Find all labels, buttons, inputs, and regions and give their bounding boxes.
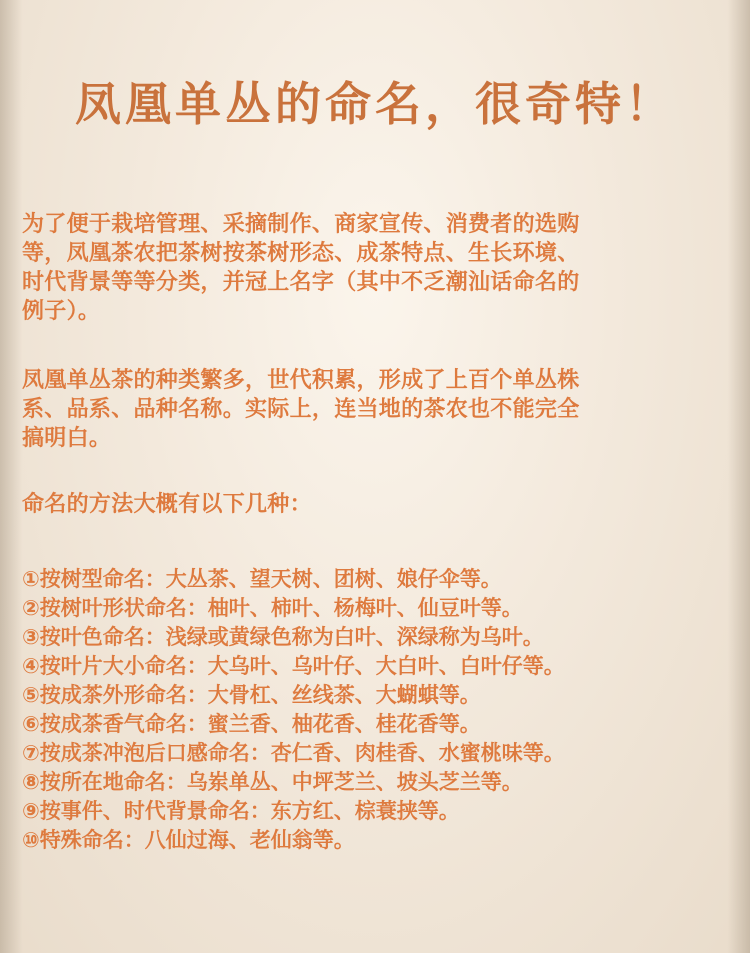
list-item: ⑧按所在地命名：乌岽单丛、中坪芝兰、坡头芝兰等。 — [22, 770, 523, 794]
list-item: ⑩特殊命名：八仙过海、老仙翁等。 — [22, 828, 355, 852]
list-item: ⑨按事件、时代背景命名：东方红、棕蓑挟等。 — [22, 799, 460, 823]
paragraph-line: 系、品系、品种名称。实际上，连当地的茶农也不能完全 — [22, 397, 580, 422]
list-item: ⑦按成茶冲泡后口感命名：杏仁香、肉桂香、水蜜桃味等。 — [22, 741, 565, 765]
paragraph-line: 例子）。 — [22, 299, 101, 324]
paragraph-line: 等，凤凰茶农把茶树按茶树形态、成茶特点、生长环境、 — [22, 241, 580, 266]
list-item: ②按树叶形状命名：柚叶、柿叶、杨梅叶、仙豆叶等。 — [22, 596, 523, 620]
list-item: ④按叶片大小命名：大乌叶、乌叶仔、大白叶、白叶仔等。 — [22, 654, 565, 678]
list-item: ⑤按成茶外形命名：大骨杠、丝线茶、大蝴蜞等。 — [22, 683, 481, 707]
paragraph-line: 时代背景等等分类，并冠上名字（其中不乏潮汕话命名的 — [22, 270, 580, 295]
paragraph-line: 为了便于栽培管理、采摘制作、商家宣传、消费者的选购 — [22, 212, 580, 237]
paragraph-variety — [22, 366, 734, 453]
list-item: ⑥按成茶香气命名：蜜兰香、柚花香、桂花香等。 — [22, 712, 481, 736]
naming-methods-list — [22, 565, 738, 855]
list-item: ③按叶色命名：浅绿或黄绿色称为白叶、深绿称为乌叶。 — [22, 625, 544, 649]
list-item: ①按树型命名：大丛茶、望天树、团树、娘仔伞等。 — [22, 567, 502, 591]
paragraph-line: 凤凰单丛茶的种类繁多，世代积累，形成了上百个单丛株 — [22, 368, 580, 393]
paragraph-line: 搞明白。 — [22, 426, 112, 451]
paragraph-intro — [22, 210, 734, 326]
methods-intro: 命名的方法大概有以下几种： — [22, 492, 312, 517]
page-title: 凤凰单丛的命名，很奇特！ — [75, 77, 675, 131]
